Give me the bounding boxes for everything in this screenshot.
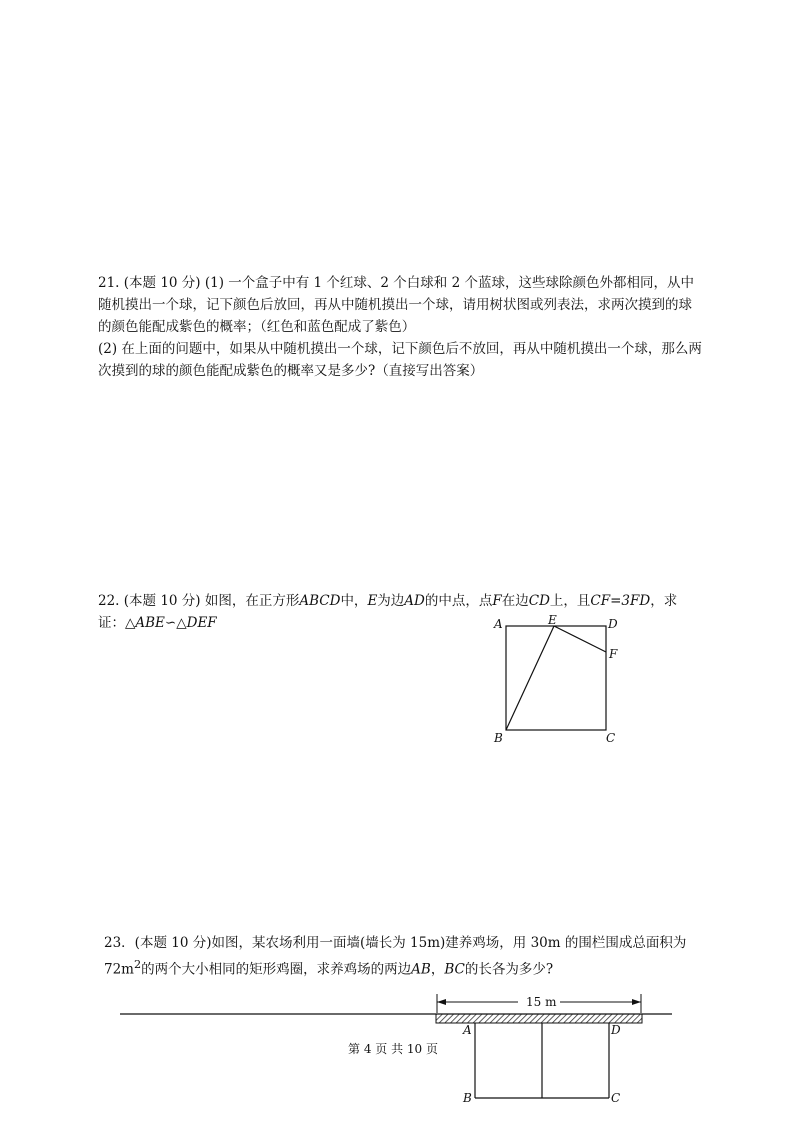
- wall-length-label: 15 m: [526, 995, 557, 1009]
- q23-var-ab: AB: [411, 961, 431, 978]
- q22-text: 为边: [377, 593, 405, 609]
- q22-var-ad: AD: [404, 593, 425, 609]
- label-b: B: [494, 731, 503, 745]
- arrow-left-icon: [437, 999, 446, 1005]
- q23-text: 的长各为多少?: [464, 961, 554, 978]
- page-footer: 第 4 页 共 10 页: [348, 1042, 438, 1056]
- q22-var-f: F: [492, 593, 502, 609]
- q22-text: 在边: [501, 593, 529, 609]
- q22-text: 中，: [340, 593, 368, 609]
- label-d: D: [611, 1023, 621, 1037]
- label-c: C: [606, 731, 616, 745]
- q22-text: 的中点，点: [424, 593, 493, 609]
- arrow-right-icon: [632, 999, 641, 1005]
- wall: [436, 1014, 642, 1023]
- q23-text: 的两个大小相同的矩形鸡圈，求养鸡场的两边: [141, 961, 412, 978]
- q22-var-abcd: ABCD: [299, 593, 341, 609]
- q22-var-cd: CD: [528, 593, 550, 609]
- q22-var-e: E: [367, 593, 378, 609]
- q22-text: ，求证：△: [98, 593, 678, 631]
- label-d: D: [608, 617, 618, 631]
- question-23: [104, 932, 708, 981]
- square-outline: [506, 626, 606, 730]
- label-a: A: [494, 617, 503, 631]
- question-21-part2: (2) 在上面的问题中，如果从中随机摸出一个球，记下颜色后不放回，再从中随机摸出一个球，那么两次摸到的球的颜色能配成紫色的概率又是多少?（直接写出答案）: [98, 341, 702, 379]
- q22-text: ∽△: [164, 615, 187, 631]
- label-f: F: [609, 647, 618, 661]
- q23-text: ，: [430, 961, 445, 978]
- q23-superscript: 2: [133, 958, 142, 971]
- q23-var-bc: BC: [444, 961, 465, 978]
- q22-var-cf: CF=3FD: [590, 593, 651, 609]
- label-e: E: [548, 613, 557, 627]
- segment-be: [506, 626, 554, 730]
- q22-text: 22. (本题 10 分) 如图，在正方形: [98, 593, 300, 609]
- question-21-part1: 21. (本题 10 分) (1) 一个盒子中有 1 个红球、2 个白球和 2 个蓝球，这些球除颜色外都相同，从中随机摸出一个球，记下颜色后放回，再从中随机摸出一个球，请用树状图或列表法，求两次摸到的球的颜色能配成紫色的概率；（红色和蓝色配成了紫色）: [98, 275, 694, 335]
- q23-text: 23．(本题 10 分)如图，某农场利用一面墙(墙长为 15m)建养鸡场，用 30m 的围栏围成总面积为 72m: [104, 935, 687, 978]
- label-b: B: [463, 1091, 472, 1105]
- q22-var-def: DEF: [186, 615, 217, 631]
- q22-text: 上，且: [549, 593, 591, 609]
- square-abcd-figure: [490, 614, 620, 744]
- question-21: [98, 272, 702, 382]
- segment-ef: [554, 626, 606, 652]
- label-a: A: [463, 1023, 472, 1037]
- label-c: C: [611, 1091, 621, 1105]
- q22-var-abe: ABE: [135, 615, 165, 631]
